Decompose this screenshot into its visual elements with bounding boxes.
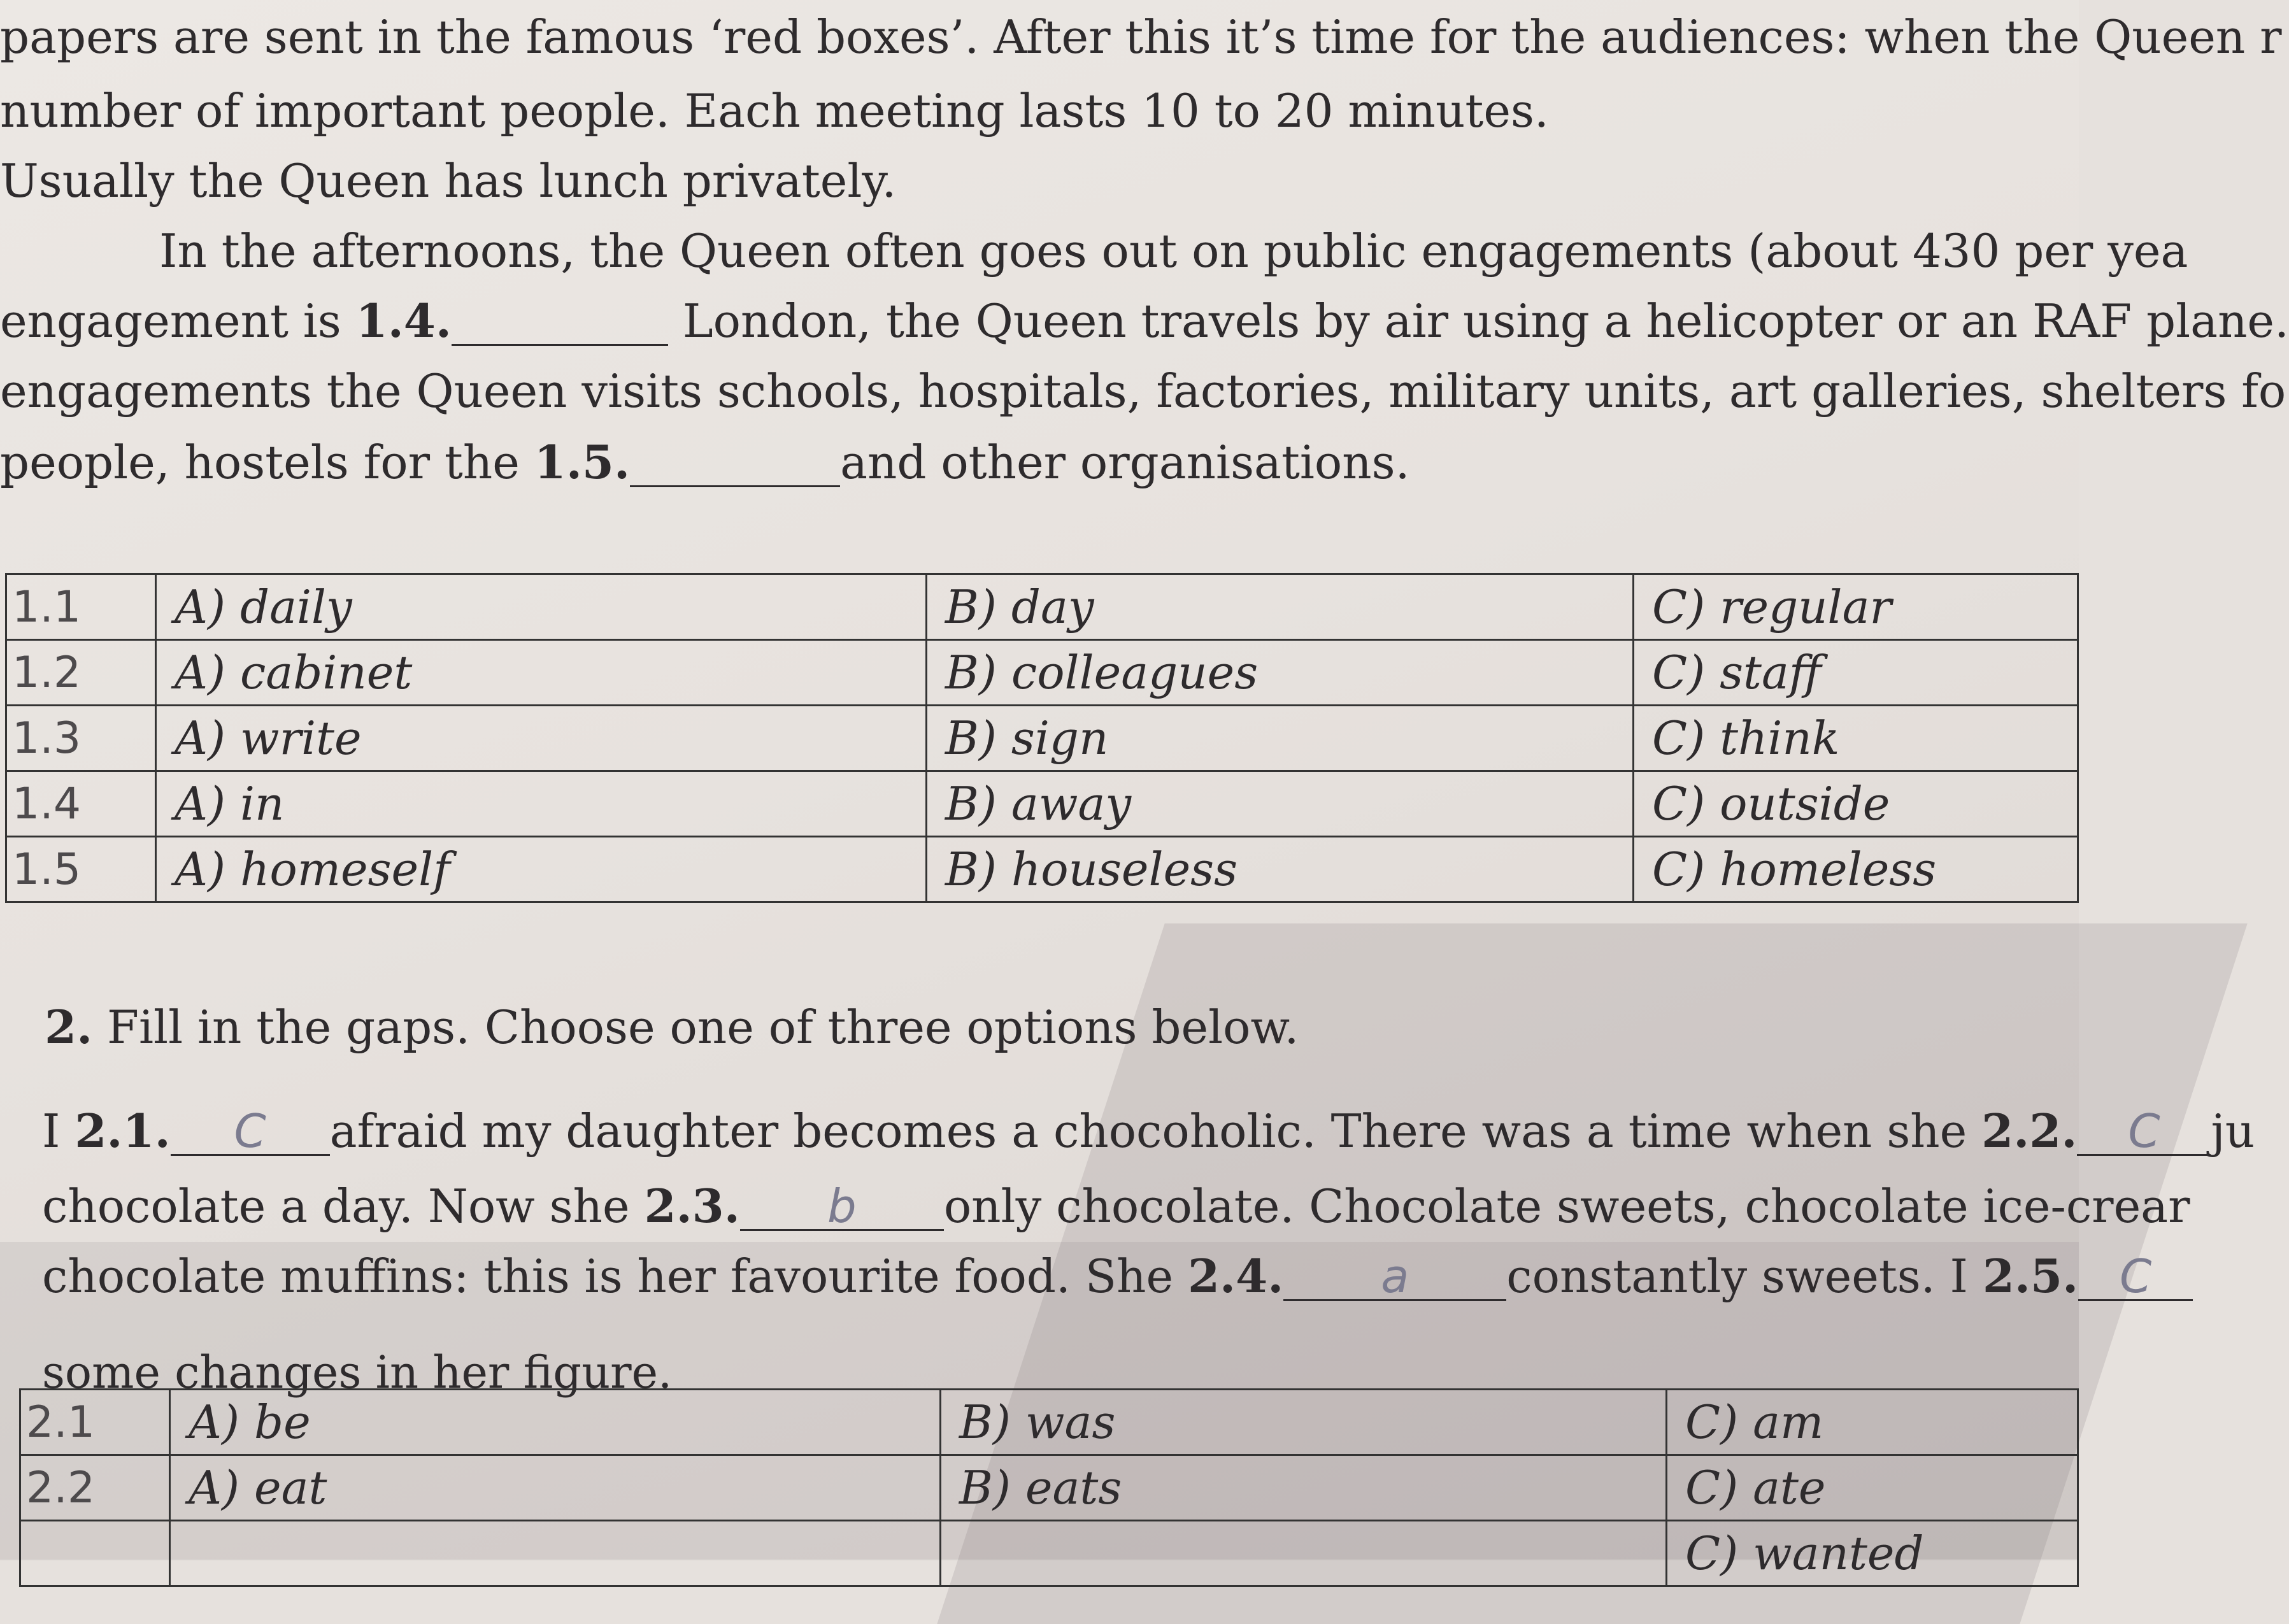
ex2-line-1-start: I — [42, 1104, 75, 1158]
gap-2-4-number: 2.4. — [1187, 1249, 1284, 1303]
passage-line-6: engagements the Queen visits schools, hospitals, factories, military units, art galleries, shelters fo — [0, 364, 2286, 418]
option-a[interactable]: A) be — [170, 1390, 941, 1455]
question-number: 2.2 — [20, 1455, 170, 1521]
ex2-line-3-start: chocolate muffins: this is her favourite food. She — [42, 1250, 1188, 1303]
gap-2-3-number: 2.3. — [644, 1179, 740, 1233]
passage-line-5-start: engagement is — [0, 294, 356, 348]
passage-line-5-end: London, the Queen travels by air using a helicopter or an RAF plane. — [667, 294, 2289, 348]
passage-line-5 — [0, 294, 2289, 348]
exercise-2-instruction: Fill in the gaps. Choose one of three options below. — [92, 1001, 1299, 1054]
question-number: 1.2 — [6, 640, 156, 706]
table-row — [6, 706, 2078, 771]
option-c[interactable]: C) think — [1634, 706, 2078, 771]
option-b[interactable] — [941, 1521, 1667, 1586]
exercise-2-number: 2. — [45, 1000, 93, 1054]
option-b[interactable]: B) sign — [927, 706, 1634, 771]
option-c[interactable]: C) homeless — [1634, 837, 2078, 902]
option-c[interactable]: C) ate — [1667, 1455, 2078, 1521]
ex2-line-2-end: only chocolate. Chocolate sweets, chocolate ice-crear — [943, 1179, 2190, 1233]
gap-1-4-blank[interactable] — [452, 298, 668, 346]
exercise-2-line-4: some changes in her figure. — [42, 1346, 673, 1399]
option-b[interactable]: B) colleagues — [927, 640, 1634, 706]
passage-line-2: number of important people. Each meeting lasts 10 to 20 minutes. — [0, 84, 1549, 138]
gap-2-2-answer[interactable]: C — [2077, 1108, 2211, 1156]
gap-2-4-answer[interactable]: a — [1283, 1253, 1506, 1301]
table-row — [6, 574, 2078, 640]
question-number: 1.1 — [6, 574, 156, 640]
question-number: 1.4 — [6, 771, 156, 837]
gap-2-1-answer[interactable]: C — [171, 1108, 330, 1156]
passage-line-7-start: people, hostels for the — [0, 436, 534, 489]
option-c[interactable]: C) wanted — [1667, 1521, 2078, 1586]
exercise-2-heading — [45, 1000, 1299, 1054]
question-number: 1.5 — [6, 837, 156, 902]
option-b[interactable]: B) day — [927, 574, 1634, 640]
question-number: 1.3 — [6, 706, 156, 771]
table-row — [6, 771, 2078, 837]
gap-1-5-blank[interactable] — [630, 439, 840, 487]
table-row — [20, 1521, 2078, 1586]
option-b[interactable]: B) eats — [941, 1455, 1667, 1521]
table-row — [20, 1455, 2078, 1521]
options-table-2 — [19, 1388, 2079, 1587]
passage-line-7 — [0, 435, 1410, 489]
option-a[interactable] — [170, 1521, 941, 1586]
ex2-line-1-middle: afraid my daughter becomes a chocoholic. There was a time when she — [329, 1104, 1982, 1158]
exercise-2-line-1 — [42, 1104, 2255, 1158]
option-b[interactable]: B) houseless — [927, 837, 1634, 902]
option-a[interactable]: A) in — [156, 771, 927, 837]
table-row — [6, 640, 2078, 706]
question-number: 2.1 — [20, 1390, 170, 1455]
option-a[interactable]: A) homeself — [156, 837, 927, 902]
question-number — [20, 1521, 170, 1586]
table-row — [6, 837, 2078, 902]
gap-1-5-number: 1.5. — [534, 435, 631, 489]
table-row — [20, 1390, 2078, 1455]
gap-2-5-answer[interactable]: C — [2078, 1253, 2193, 1301]
option-a[interactable]: A) daily — [156, 574, 927, 640]
option-c[interactable]: C) am — [1667, 1390, 2078, 1455]
passage-line-3: Usually the Queen has lunch privately. — [0, 154, 897, 208]
option-a[interactable]: A) cabinet — [156, 640, 927, 706]
passage-line-1: papers are sent in the famous ‘red boxes’. After this it’s time for the audiences: when the Queen r — [0, 10, 2282, 64]
gap-1-4-number: 1.4. — [355, 294, 452, 348]
option-a[interactable]: A) write — [156, 706, 927, 771]
gap-2-5-number: 2.5. — [1982, 1249, 2079, 1303]
option-b[interactable]: B) away — [927, 771, 1634, 837]
gap-2-2-number: 2.2. — [1981, 1104, 2078, 1158]
passage-line-4: In the afternoons, the Queen often goes out on public engagements (about 430 per yea — [159, 224, 2188, 278]
gap-2-3-answer[interactable]: b — [740, 1183, 944, 1231]
exercise-2-line-3 — [42, 1249, 2193, 1303]
exercise-2-line-2 — [42, 1179, 2190, 1233]
option-a[interactable]: A) eat — [170, 1455, 941, 1521]
ex2-line-2-start: chocolate a day. Now she — [42, 1179, 645, 1233]
option-c[interactable]: C) staff — [1634, 640, 2078, 706]
gap-2-1-number: 2.1. — [75, 1104, 171, 1158]
option-c[interactable]: C) regular — [1634, 574, 2078, 640]
ex2-line-1-end: ju — [2211, 1104, 2255, 1158]
options-table-1 — [5, 573, 2079, 903]
option-b[interactable]: B) was — [941, 1390, 1667, 1455]
option-c[interactable]: C) outside — [1634, 771, 2078, 837]
ex2-line-3-middle: constantly sweets. I — [1506, 1250, 1983, 1303]
passage-line-7-end: and other organisations. — [840, 436, 1410, 489]
